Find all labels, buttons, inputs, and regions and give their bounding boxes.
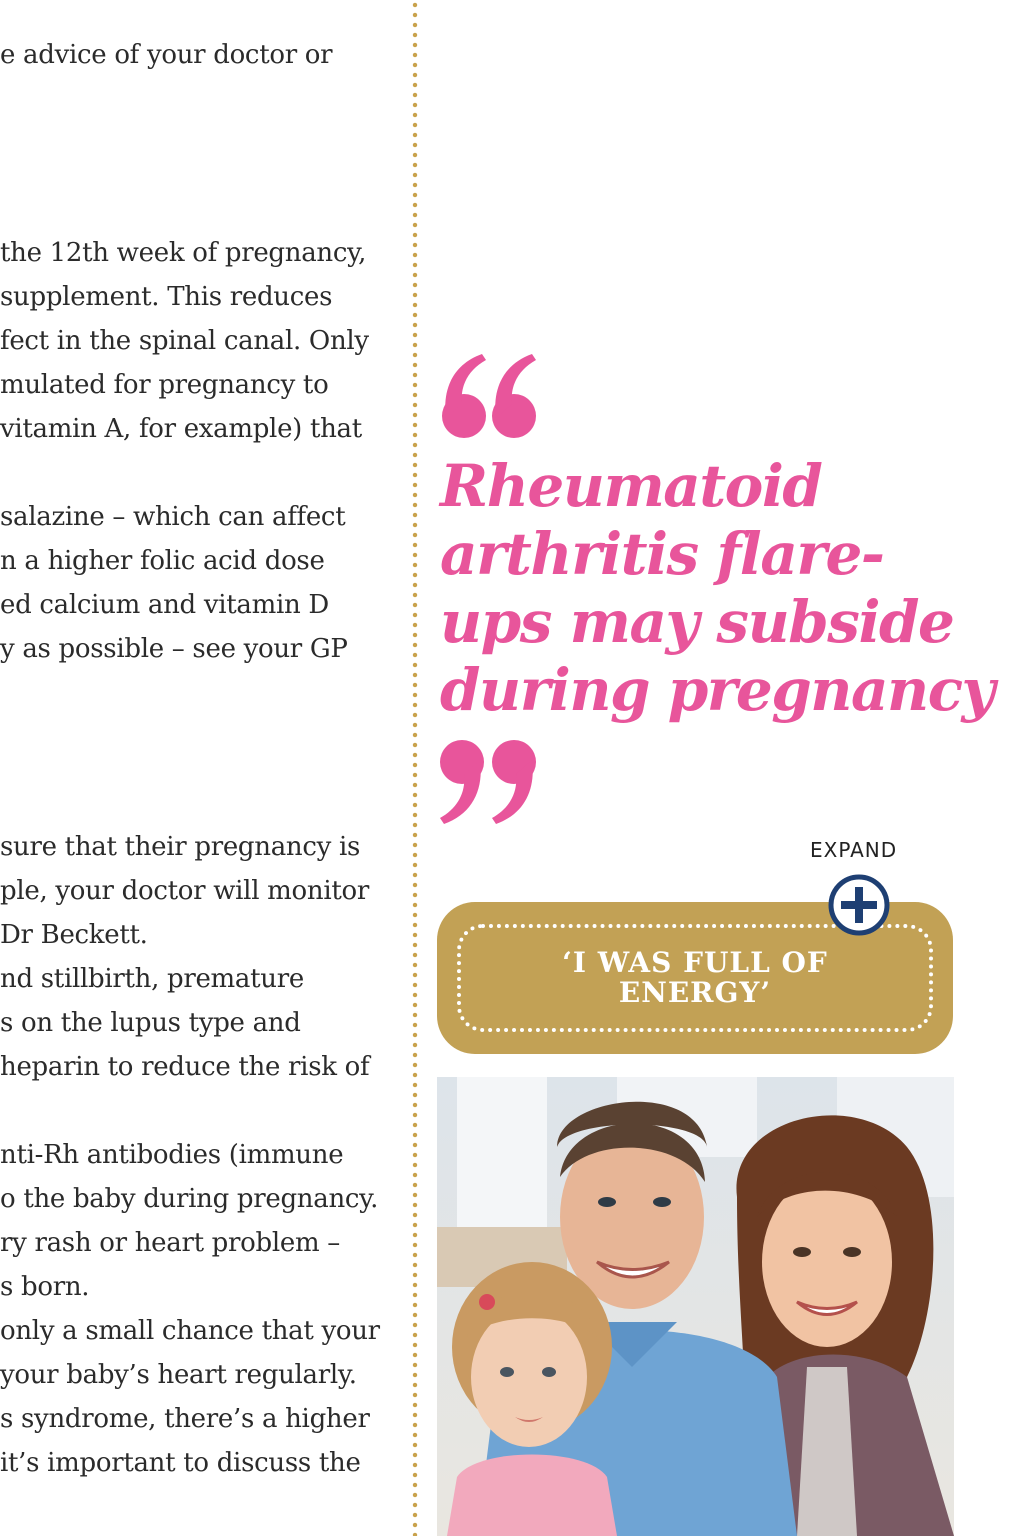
open-quote-icon xyxy=(436,352,546,442)
pull-quote-line: during pregnancy xyxy=(440,656,994,724)
banner-title: ‘I WAS FULL OF ENERGY’ xyxy=(562,946,828,1009)
article-line: the 12th week of pregnancy, xyxy=(0,238,367,268)
article-line: salazine – which can affect xyxy=(0,502,346,532)
article-line: mulated for pregnancy to xyxy=(0,370,329,400)
article-line: ry rash or heart problem – xyxy=(0,1228,340,1258)
family-photo xyxy=(437,1077,954,1536)
plus-circle-icon[interactable] xyxy=(828,874,890,936)
close-quote-icon xyxy=(436,738,546,828)
article-line: sure that their pregnancy is xyxy=(0,832,361,862)
expand-label[interactable]: EXPAND xyxy=(810,838,898,862)
article-line: Dr Beckett. xyxy=(0,920,148,950)
article-line: s on the lupus type and xyxy=(0,1008,301,1038)
article-line: your baby’s heart regularly. xyxy=(0,1360,357,1390)
article-line: s born. xyxy=(0,1272,90,1302)
pull-quote-line: ups may subside xyxy=(440,588,954,656)
article-line: it’s important to discuss the xyxy=(0,1448,361,1478)
article-line: e advice of your doctor or xyxy=(0,40,333,70)
pull-quote-line: arthritis flare- xyxy=(440,520,884,588)
article-line: ple, your doctor will monitor xyxy=(0,876,369,906)
article-line: ed calcium and vitamin D xyxy=(0,590,329,620)
article-line: nd stillbirth, premature xyxy=(0,964,304,994)
article-line: heparin to reduce the risk of xyxy=(0,1052,370,1082)
article-line: o the baby during pregnancy. xyxy=(0,1184,379,1214)
article-line: nti-Rh antibodies (immune xyxy=(0,1140,344,1170)
article-line: vitamin A, for example) that xyxy=(0,414,362,444)
article-line: n a higher folic acid dose xyxy=(0,546,325,576)
article-line: supplement. This reduces xyxy=(0,282,333,312)
column-divider xyxy=(412,0,418,1536)
article-line: fect in the spinal canal. Only xyxy=(0,326,369,356)
article-line: y as possible – see your GP xyxy=(0,634,348,664)
banner-dotted-border xyxy=(457,924,933,1032)
pull-quote xyxy=(440,452,1000,724)
pull-quote-line: Rheumatoid xyxy=(440,452,822,520)
article-line: only a small chance that your xyxy=(0,1316,380,1346)
article-line: s syndrome, there’s a higher xyxy=(0,1404,370,1434)
